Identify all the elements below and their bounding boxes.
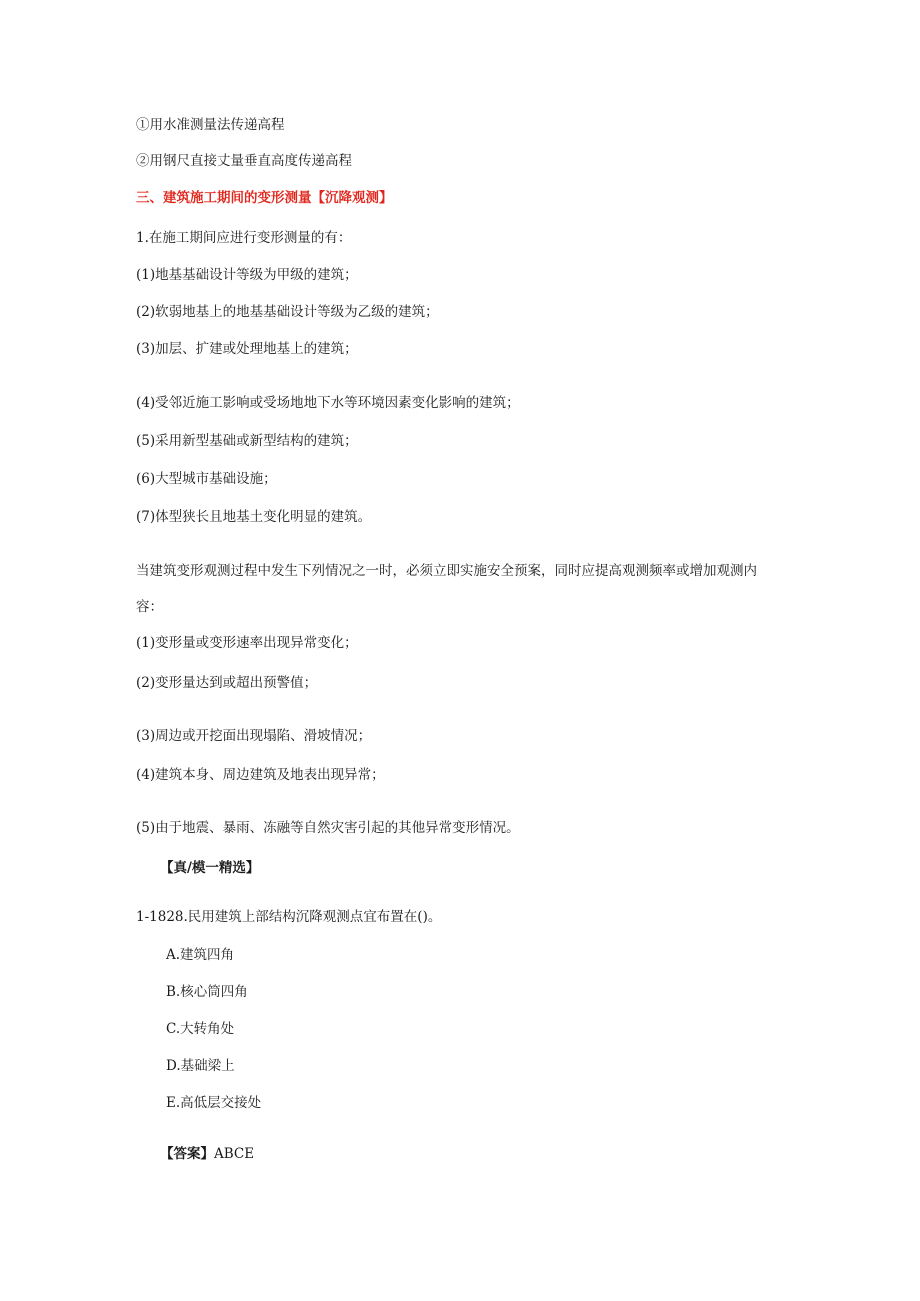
- list2-item-1: (1)变形量或变形速率出现异常变化；: [136, 635, 358, 651]
- list1-title: 1.在施工期间应进行变形测量的有：: [136, 230, 352, 246]
- option-b: B.核心筒四角: [166, 984, 248, 1000]
- list1-item-5: (5)采用新型基础或新型结构的建筑；: [136, 433, 358, 449]
- list1-item-1: (1)地基基础设计等级为甲级的建筑；: [136, 267, 358, 283]
- list2-item-4: (4)建筑本身、周边建筑及地表出现异常；: [136, 767, 385, 783]
- list1-item-3: (3)加层、扩建或处理地基上的建筑；: [136, 341, 358, 357]
- option-c: C.大转角处: [166, 1021, 235, 1037]
- option-d: D.基础梁上: [166, 1058, 235, 1074]
- paragraph-line-1: 当建筑变形观测过程中发生下列情况之一时，必须立即实施安全预案，同时应提高观测频率或增加观测内: [136, 563, 757, 579]
- list1-item-6: (6)大型城市基础设施；: [136, 471, 277, 487]
- paragraph-line-2: 容：: [136, 599, 163, 615]
- answer-label: 【答案】: [160, 1146, 214, 1162]
- intro-item-2: ②用钢尺直接丈量垂直高度传递高程: [136, 153, 352, 169]
- list2-item-2: (2)变形量达到或超出预警值；: [136, 675, 318, 691]
- list1-item-4: (4)受邻近施工影响或受场地地下水等环境因素变化影响的建筑；: [136, 395, 520, 411]
- list2-item-5: (5)由于地震、暴雨、冻融等自然灾害引起的其他异常变形情况。: [136, 820, 520, 836]
- option-e: E.高低层交接处: [166, 1095, 262, 1111]
- intro-item-1: ①用水准测量法传递高程: [136, 117, 285, 133]
- answer-line: [160, 1145, 254, 1163]
- list1-item-7: (7)体型狭长且地基土变化明显的建筑。: [136, 509, 372, 525]
- list1-item-2: (2)软弱地基上的地基基础设计等级为乙级的建筑；: [136, 304, 439, 320]
- exam-label: 【真/模一精选】: [160, 860, 260, 876]
- list2-item-3: (3)周边或开挖面出现塌陷、滑坡情况；: [136, 728, 372, 744]
- answer-value: ABCE: [214, 1146, 255, 1162]
- section-heading: 三、建筑施工期间的变形测量【沉降观测】: [136, 190, 393, 206]
- option-a: A.建筑四角: [166, 947, 235, 963]
- exam-question: 1-1828.民用建筑上部结构沉降观测点宜布置在()。: [136, 909, 442, 925]
